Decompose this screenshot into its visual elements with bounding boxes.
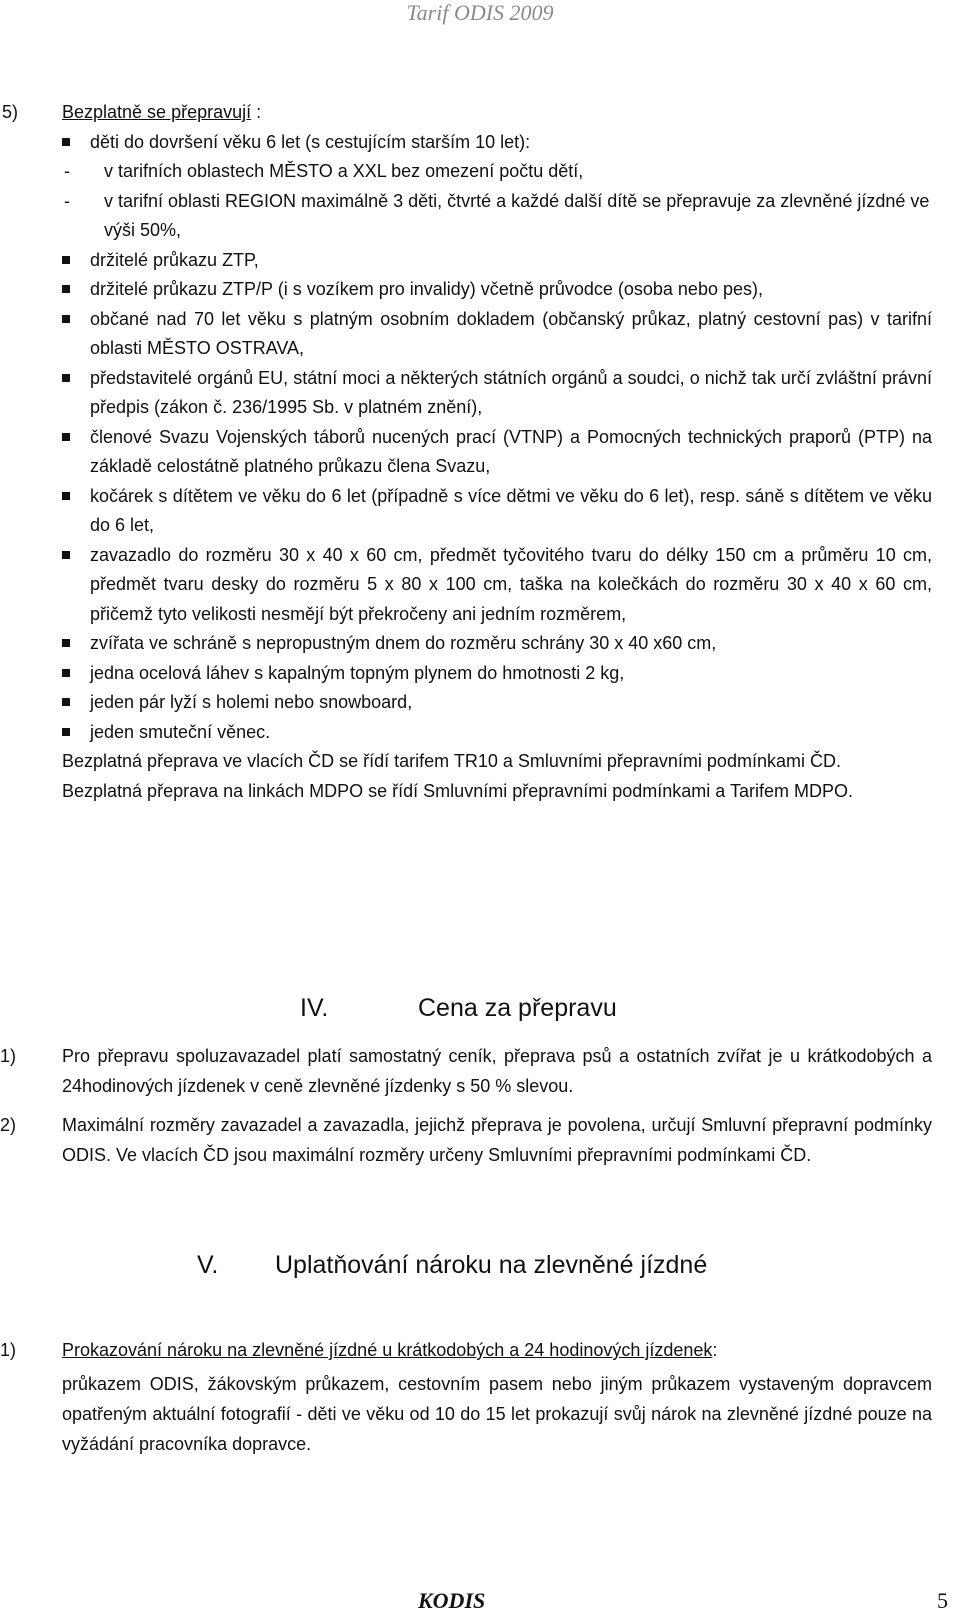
bullet-text: zvířata ve schráně s nepropustným dnem do rozměru schrány 30 x 40 x60 cm, xyxy=(90,633,717,653)
bullet-item xyxy=(0,718,960,748)
section-number: 5) xyxy=(2,102,19,122)
chapter-5-items xyxy=(0,1335,960,1459)
bullet-text: občané nad 70 let věku s platným osobním dokladem (občanský průkaz, platný cestovní pas) v tarifní oblasti MĚSTO OSTRAVA, xyxy=(90,308,932,358)
square-bullet-icon xyxy=(62,138,70,146)
bullet-text: držitelé průkazu ZTP, xyxy=(90,249,259,270)
dash-text: v tarifní oblasti REGION maximálně 3 děti, čtvrté a každé další dítě se přepravuje za zlevněné jízdné ve výši 50%, xyxy=(104,190,930,240)
bullet-item xyxy=(0,275,960,305)
page-number: 5 xyxy=(937,1588,948,1613)
dash-bullet-icon: - xyxy=(64,161,70,181)
dash-bullet-icon: - xyxy=(64,190,70,211)
square-bullet-icon xyxy=(62,256,70,264)
square-bullet-icon xyxy=(62,551,70,559)
dash-item xyxy=(0,187,960,246)
bullet-item xyxy=(0,305,960,364)
dash-text: v tarifních oblastech MĚSTO a XXL bez omezení počtu dětí, xyxy=(104,161,584,181)
bullet-item-children xyxy=(0,128,960,158)
bullet-text: jeden smuteční věnec. xyxy=(90,721,271,742)
chapter-title: Cena za přepravu xyxy=(418,994,617,1022)
bullet-item xyxy=(0,246,960,276)
bullet-text: držitelé průkazu ZTP/P (i s vozíkem pro invalidy) včetně průvodce (osoba nebo pes), xyxy=(90,279,763,299)
square-bullet-icon xyxy=(62,669,70,677)
bullet-text: jedna ocelová láhev s kapalným topným plynem do hmotnosti 2 kg, xyxy=(90,662,625,683)
square-bullet-icon xyxy=(62,374,70,382)
bullet-text: představitelé orgánů EU, státní moci a některých státních orgánů a soudci, o nichž tak určí zvláštní právní předpis (zákon č. 236/1995 Sb. v platném znění), xyxy=(90,367,932,417)
numbered-item xyxy=(0,1335,960,1365)
item-title: Prokazování nároku na zlevněné jízdné u krátkodobých a 24 hodinových jízdenek xyxy=(62,1340,713,1360)
section-title-suffix: : xyxy=(251,102,262,122)
chapter-roman: IV. xyxy=(300,994,329,1022)
section-5 xyxy=(0,98,960,806)
section-title: Bezplatně se přepravují xyxy=(62,102,252,122)
item-number: 1) xyxy=(0,1340,17,1360)
square-bullet-icon xyxy=(62,433,70,441)
bullet-text: jeden pár lyží s holemi nebo snowboard, xyxy=(90,692,413,712)
note-paragraph: Bezplatná přeprava ve vlacích ČD se řídí tarifem TR10 a Smluvními přepravními podmínkami ČD. xyxy=(62,751,841,771)
bullet-item xyxy=(0,688,960,718)
square-bullet-icon xyxy=(62,492,70,500)
bullet-item xyxy=(0,659,960,689)
bullet-text: zavazadlo do rozměru 30 x 40 x 60 cm, předmět tyčovitého tvaru do délky 150 cm a průměru 10 cm, předmět tvaru desky do rozměru 5 x 80 x 100 cm, taška na kolečkách do rozměru 30 x 40 x 60 cm, přičemž tyto velikosti nesmějí být překročeny ani jedním rozměrem, xyxy=(90,544,932,624)
bullet-item xyxy=(0,423,960,482)
chapter-roman: V. xyxy=(197,1251,219,1279)
chapter-4-items xyxy=(0,1041,960,1170)
footer-brand: KODIS xyxy=(418,1588,486,1613)
item-text: Pro přepravu spoluzavazadel platí samostatný ceník, přeprava psů a ostatních zvířat je u krátkodobých a 24hodinových jízdenek v ceně zlevněné jízdenky s 50 % slevou. xyxy=(62,1046,932,1096)
chapter-title: Uplatňování nároku na zlevněné jízdné xyxy=(275,1251,708,1279)
bullet-item xyxy=(0,629,960,659)
bullet-text: členové Svazu Vojenských táborů nucených prací (VTNP) a Pomocných technických praporů (PTP) na základě celostátně platného průkazu člena Svazu, xyxy=(90,426,932,476)
square-bullet-icon xyxy=(62,698,70,706)
square-bullet-icon xyxy=(62,639,70,647)
bullet-item xyxy=(0,541,960,630)
item-number: 1) xyxy=(0,1046,17,1066)
dash-item xyxy=(0,157,960,187)
bullet-text: kočárek s dítětem ve věku do 6 let (případně s více dětmi ve věku do 6 let), resp. sáně s dítětem ve věku do 6 let, xyxy=(90,485,932,535)
page-header: Tarif ODIS 2009 xyxy=(406,0,554,25)
item-number: 2) xyxy=(0,1115,17,1135)
square-bullet-icon xyxy=(62,728,70,736)
numbered-item xyxy=(0,1110,960,1170)
item-title-suffix: : xyxy=(712,1340,718,1360)
bullet-text: děti do dovršení věku 6 let (s cestujícím starším 10 let): xyxy=(90,131,531,152)
item-text: Maximální rozměry zavazadel a zavazadla, jejichž přeprava je povolena, určují Smluvní přepravní podmínky ODIS. Ve vlacích ČD jsou maximální rozměry určeny Smluvními přepravními podmínkami ČD. xyxy=(62,1115,932,1165)
numbered-item xyxy=(0,1041,960,1101)
bullet-item xyxy=(0,364,960,423)
note-paragraph: Bezplatná přeprava na linkách MDPO se řídí Smluvními přepravními podmínkami a Tarifem MDPO. xyxy=(62,780,853,801)
square-bullet-icon xyxy=(62,315,70,323)
section-5-heading xyxy=(0,98,960,128)
square-bullet-icon xyxy=(62,285,70,293)
item-paragraph: průkazem ODIS, žákovským průkazem, cestovním pasem nebo jiným průkazem vystaveným dopravcem opatřeným aktuální fotografií - děti ve věku od 10 do 15 let prokazují svůj nárok na zlevněné jízdné pouze na vyžádání pracovníka dopravce. xyxy=(62,1374,932,1454)
bullet-item xyxy=(0,482,960,541)
